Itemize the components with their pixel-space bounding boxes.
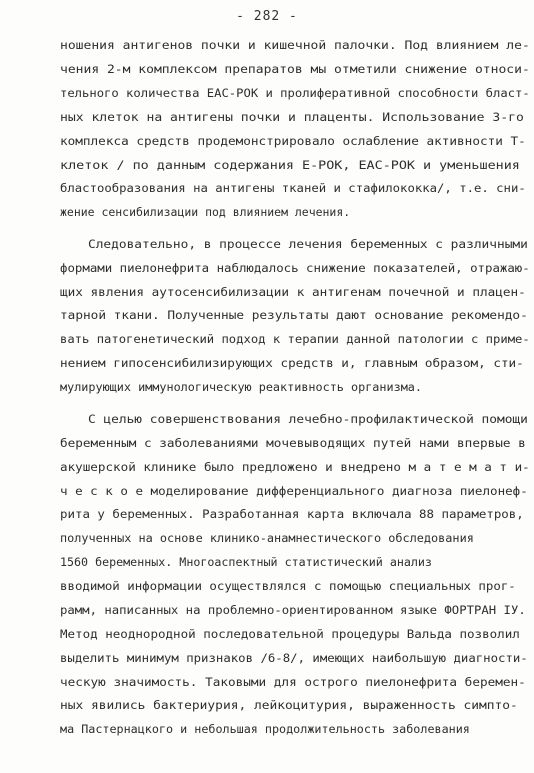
text-line: выделить минимум признаков /6-8/, имеющих наибольшую диагности- [60,651,528,665]
text-line: ношения антигенов почки и кишечной палочки. Под влиянием ле- [60,38,530,52]
text-line: нением гипосенсибилизирующих средств и, главным образом, сти- [60,356,524,370]
page-number: - 282 - [236,9,298,24]
text-line: рита у беременных. Разработанная карта включала 88 параметров, [60,507,524,521]
text-line: клеток / по данным содержания Е-РОК, ЕАС-РОК и уменьшения [60,158,520,172]
text-line: ческую значимость. Таковыми для острого пиелонефрита беремен- [60,675,526,689]
text-line: бластообразования на антигены тканей и стафилококка/, т.е. сни- [60,181,526,195]
text-line: 1560 беременных. Многоаспектный статистический анализ [60,555,432,569]
text-line: ных явились бактериурия, лейкоцитурия, выраженность симпто- [60,698,518,712]
text-line: вать патогенетический подход к терапии данной патологии с приме- [60,332,530,346]
text-line: чения 2-м комплексом препаратов мы отметили снижение относи- [60,62,530,76]
text-line: С целью совершенствования лечебно-профилактической помощи [88,412,528,426]
text-line: формами пиелонефрита наблюдалось снижение показателей, отражаю- [60,261,530,275]
text-line: тельного количества ЕАС-РОК и пролиферативной способности бласт- [60,86,530,100]
text-line: ч е с к о е моделирование дифференциального диагноза пиелонеф- [60,484,528,498]
text-line: акушерской клинике было предложено и внедрено м а т е м а т и- [60,460,530,474]
text-line: ных клеток на антигены почки и плаценты. Использование 3-го [60,110,524,124]
text-line: вводимой информации осуществлялся с помощью специальных прог- [60,579,516,593]
text-line: тарной ткани. Полученные результаты дают основание рекомендо- [60,308,528,322]
text-line: мулирующих иммунологическую реактивность организма. [60,380,422,394]
text-line: беременным с заболеваниями мочевыводящих путей нами впервые в [60,436,526,450]
text-line: комплекса средств продемонстрировало ослабление активности Т- [60,134,526,148]
text-line: Метод неоднородной последовательной процедуры Вальда позволил [60,627,520,641]
text-line: рамм, написанных на проблемно-ориентированном языке ФОРТРАН IУ. [60,603,526,617]
text-line: ма Пастернацкого и небольшая продолжительность заболевания [60,722,470,736]
text-line: щих явления аутосенсибилизации к антигенам почечной и плацен- [60,285,526,299]
text-line: Следовательно, в процессе лечения беременных с различными [88,237,528,251]
text-line: жение сенсибилизации под влиянием лечения. [60,205,351,219]
text-line: полученных на основе клинико-анамнестического обследования [60,531,474,545]
